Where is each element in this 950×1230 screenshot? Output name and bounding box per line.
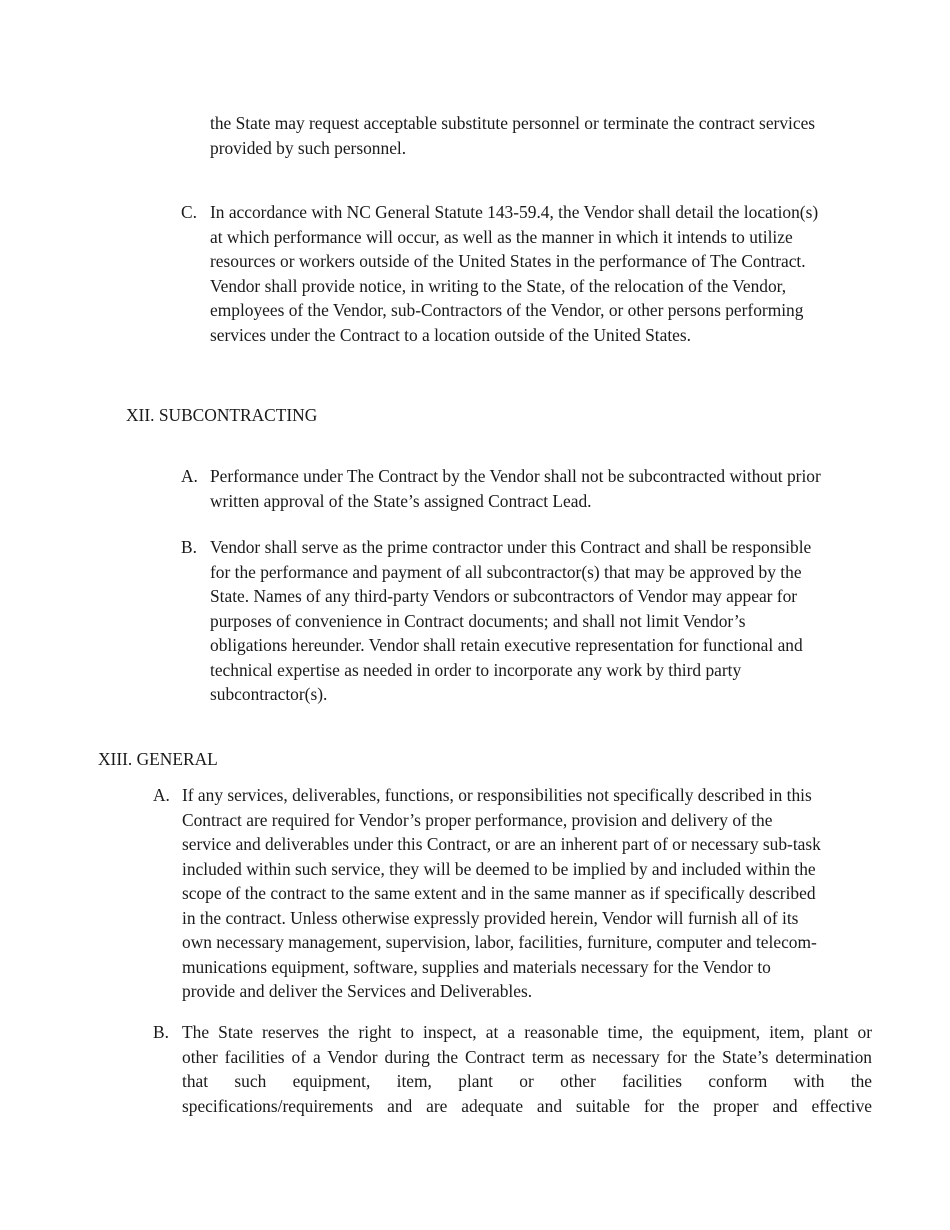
text-line: service and deliverables under this Contract, or are an inherent part of or necessary sub-task [182,834,821,855]
text-line: State. Names of any third-party Vendors or subcontractors of Vendor may appear for [210,586,798,607]
text-line: technical expertise as needed in order to incorporate any work by third party [210,659,742,680]
text-line: If any services, deliverables, functions, or responsibilities not specifically described in this [182,785,812,805]
text-line: resources or workers outside of the United States in the performance of The Contract. [210,251,806,272]
text-line: employees of the Vendor, sub-Contractors of the Vendor, or other persons performing [210,300,804,321]
text-line: obligations hereunder. Vendor shall retain executive representation for functional and [210,635,803,656]
continuation-paragraph [210,111,870,160]
text-line: The State reserves the right to inspect, at a reasonable time, the equipment, item, plant or [182,1022,872,1042]
text-line: Contract are required for Vendor’s proper performance, provision and delivery of the [182,809,773,830]
text-line: that such equipment, item, plant or other facilities conform with the [182,1071,872,1092]
text-line: In accordance with NC General Statute 143-59.4, the Vendor shall detail the location(s) [210,202,819,222]
section-heading-xii: XII. SUBCONTRACTING [126,405,318,425]
text-line: written approval of the State’s assigned Contract Lead. [210,490,592,511]
section-xiii-item-b-paragraph [182,1020,872,1118]
text-line: subcontractor(s). [210,684,328,705]
text-line: provided by such personnel. [210,137,407,158]
text-line: for the performance and payment of all subcontractor(s) that may be approved by the [210,561,802,582]
text-line: scope of the contract to the same extent and in the same manner as if specifically described [182,883,816,904]
text-line: services under the Contract to a location outside of the United States. [210,324,692,345]
text-line: munications equipment, software, supplies and materials necessary for the Vendor to [182,956,771,977]
section-heading-xiii: XIII. GENERAL [98,749,218,769]
text-line: Vendor shall serve as the prime contractor under this Contract and shall be responsible [210,537,812,557]
text-line: purposes of convenience in Contract documents; and shall not limit Vendor’s [210,610,746,631]
text-line: Performance under The Contract by the Vendor shall not be subcontracted without prior [210,466,821,486]
list-marker: C. [181,202,197,222]
text-line: provide and deliver the Services and Deliverables. [182,981,533,1002]
text-line: other facilities of a Vendor during the Contract term as necessary for the State’s determination [182,1046,872,1067]
text-line: at which performance will occur, as well as the manner in which it intends to utilize [210,226,793,247]
text-line: included within such service, they will be deemed to be implied by and included within the [182,858,816,879]
section-xii-item-b-paragraph [210,535,870,707]
section-xii-item-a-paragraph [210,464,872,513]
list-marker: B. [153,1022,169,1042]
list-marker: A. [181,466,198,486]
list-marker: A. [153,785,170,805]
text-line: specifications/requirements and are adequate and suitable for the proper and effective [182,1095,872,1116]
text-line: Vendor shall provide notice, in writing to the State, of the relocation of the Vendor, [210,275,787,296]
text-line: the State may request acceptable substitute personnel or terminate the contract services [210,113,816,133]
text-line: own necessary management, supervision, labor, facilities, furniture, computer and telecom- [182,932,817,953]
list-marker: B. [181,537,197,557]
section-xi-item-c-paragraph [210,200,870,347]
text-line: in the contract. Unless otherwise expressly provided herein, Vendor will furnish all of its [182,907,799,928]
section-xiii-item-a-paragraph [182,783,872,1004]
